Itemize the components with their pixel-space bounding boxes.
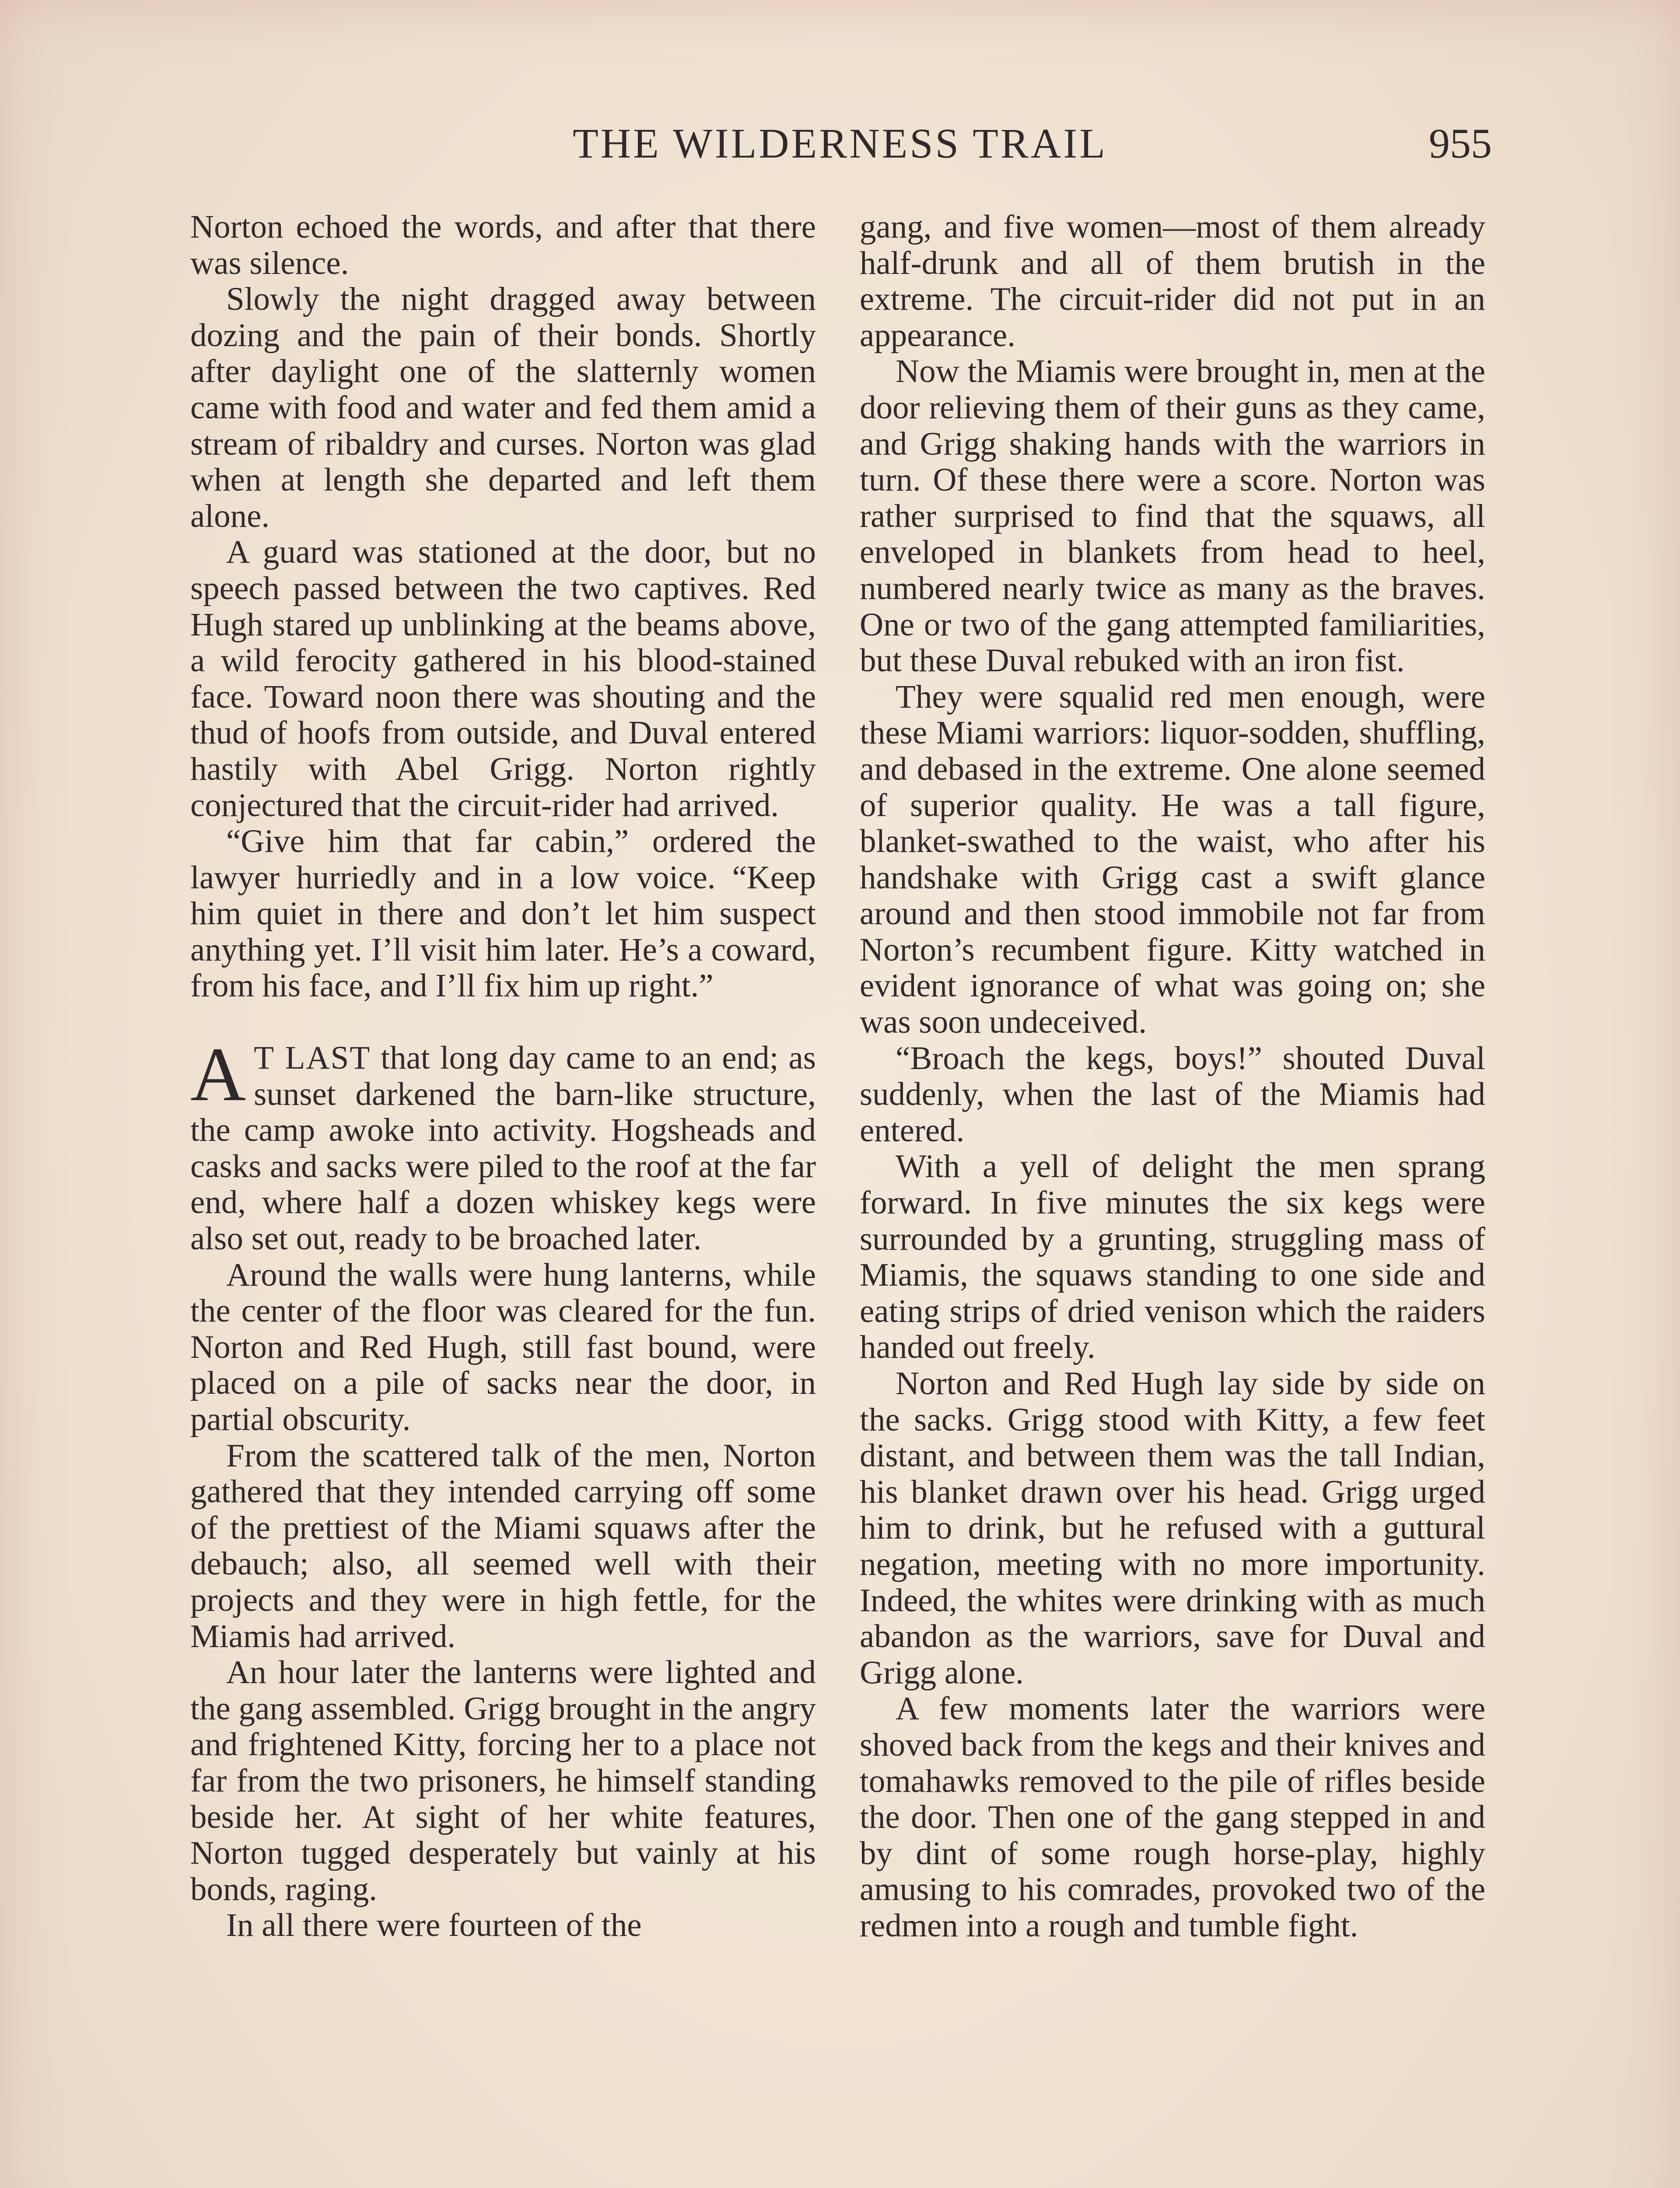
paragraph: Norton echoed the words, and after that there was silence. <box>190 209 816 281</box>
section-text: that long day came to an end; as sunset darkened the barn-like structure, the camp awoke into activity. Hogsheads and casks and sacks were piled to the roof at the far end, where half a dozen whiskey kegs were also set out, ready to be broached later. <box>190 1040 816 1257</box>
paragraph: A guard was stationed at the door, but no speech passed between the two captives. Red Hugh stared up unblinking at the beams above, a wild ferocity gathered in his blood-stained face. Toward noon there was shouting and the thud of hoofs from outside, and Duval entered hastily with Abel Grigg. Norton rightly conjectured that the circuit-rider had arrived. <box>190 534 816 824</box>
paragraph-continuation: gang, and five women—most of them already half-drunk and all of them brutish in the extreme. The circuit-rider did not put in an appearance. <box>860 209 1485 354</box>
paragraph: Norton and Red Hugh lay side by side on the sacks. Grigg stood with Kitty, a few feet distant, and between them was the tall Indian, his blanket drawn over his head. Grigg urged him to drink, but he refused with a guttural negation, meeting with no more importunity. Indeed, the whites were drinking with as much abandon as the warriors, save for Duval and Grigg alone. <box>860 1365 1485 1691</box>
running-title: THE WILDERNESS TRAIL <box>573 120 1107 167</box>
paragraph: They were squalid red men enough, were these Miami warriors: liquor-sodden, shuffling, and debased in the extreme. One alone seemed of superior quality. He was a tall figure, blanket-swathed to the waist, who after his handshake with Grigg cast a swift glance around and then stood immobile not far from Norton’s recumbent figure. Kitty watched in evident ignorance of what was going on; she was soon undeceived. <box>860 678 1485 1041</box>
paragraph: “Broach the kegs, boys!” shouted Duval suddenly, when the last of the Miamis had entered. <box>860 1040 1485 1149</box>
paragraph: Now the Miamis were brought in, men at the door relieving them of their guns as they came, and Grigg shaking hands with the warriors in turn. Of these there were a score. Norton was rather surprised to find that the squaws, all enveloped in blankets from head to heel, numbered nearly twice as many as the braves. One or two of the gang attempted familiarities, but these Duval rebuked with an iron fist. <box>860 353 1485 679</box>
section-opening-paragraph <box>190 1032 816 1257</box>
paragraph: In all there were fourteen of the <box>226 1907 642 1944</box>
paragraph: An hour later the lanterns were lighted and the gang assembled. Grigg brought in the angry and frightened Kitty, forcing her to a place not far from the two prisoners, he himself standing beside her. At sight of her white features, Norton tugged desperately but vainly at his bonds, raging. <box>190 1654 816 1907</box>
paragraph: A few moments later the warriors were shoved back from the kegs and their knives and tomahawks removed to the pile of rifles beside the door. Then one of the gang stepped in and by dint of some rough horse-play, highly amusing to his comrades, provoked two of the redmen into a rough and tumble fight. <box>860 1690 1485 1944</box>
running-head <box>188 117 1492 170</box>
page-number: 955 <box>1429 120 1492 167</box>
paragraph: With a yell of delight the men sprang forward. In five minutes the six kegs were surrounded by a grunting, struggling mass of Miamis, the squaws standing to one side and eating strips of dried venison which the raiders handed out freely. <box>860 1148 1485 1366</box>
drop-cap: A <box>190 1032 246 1118</box>
left-column <box>190 209 816 1944</box>
paragraph: Slowly the night dragged away between dozing and the pain of their bonds. Shortly after daylight one of the slatternly women came with food and water and fed them amid a stream of ribaldry and curses. Norton was glad when at length she departed and left them alone. <box>190 281 816 534</box>
right-column <box>860 209 1485 1944</box>
small-caps-lead: T LAST <box>254 1040 371 1076</box>
paragraph: From the scattered talk of the men, Norton gathered that they intended carrying off some of the prettiest of the Miami squaws after the debauch; also, all seemed well with their projects and they were in high fettle, for the Miamis had arrived. <box>190 1437 816 1655</box>
paragraph: Around the walls were hung lanterns, while the center of the floor was cleared for the fun. Norton and Red Hugh, still fast bound, were placed on a pile of sacks near the door, in partial obscurity. <box>190 1256 816 1438</box>
paragraph: “Give him that far cabin,” ordered the lawyer hurriedly and in a low voice. “Keep him quiet in there and don’t let him suspect anything yet. I’ll visit him later. He’s a coward, from his face, and I’ll fix him up right.” <box>190 823 816 1004</box>
